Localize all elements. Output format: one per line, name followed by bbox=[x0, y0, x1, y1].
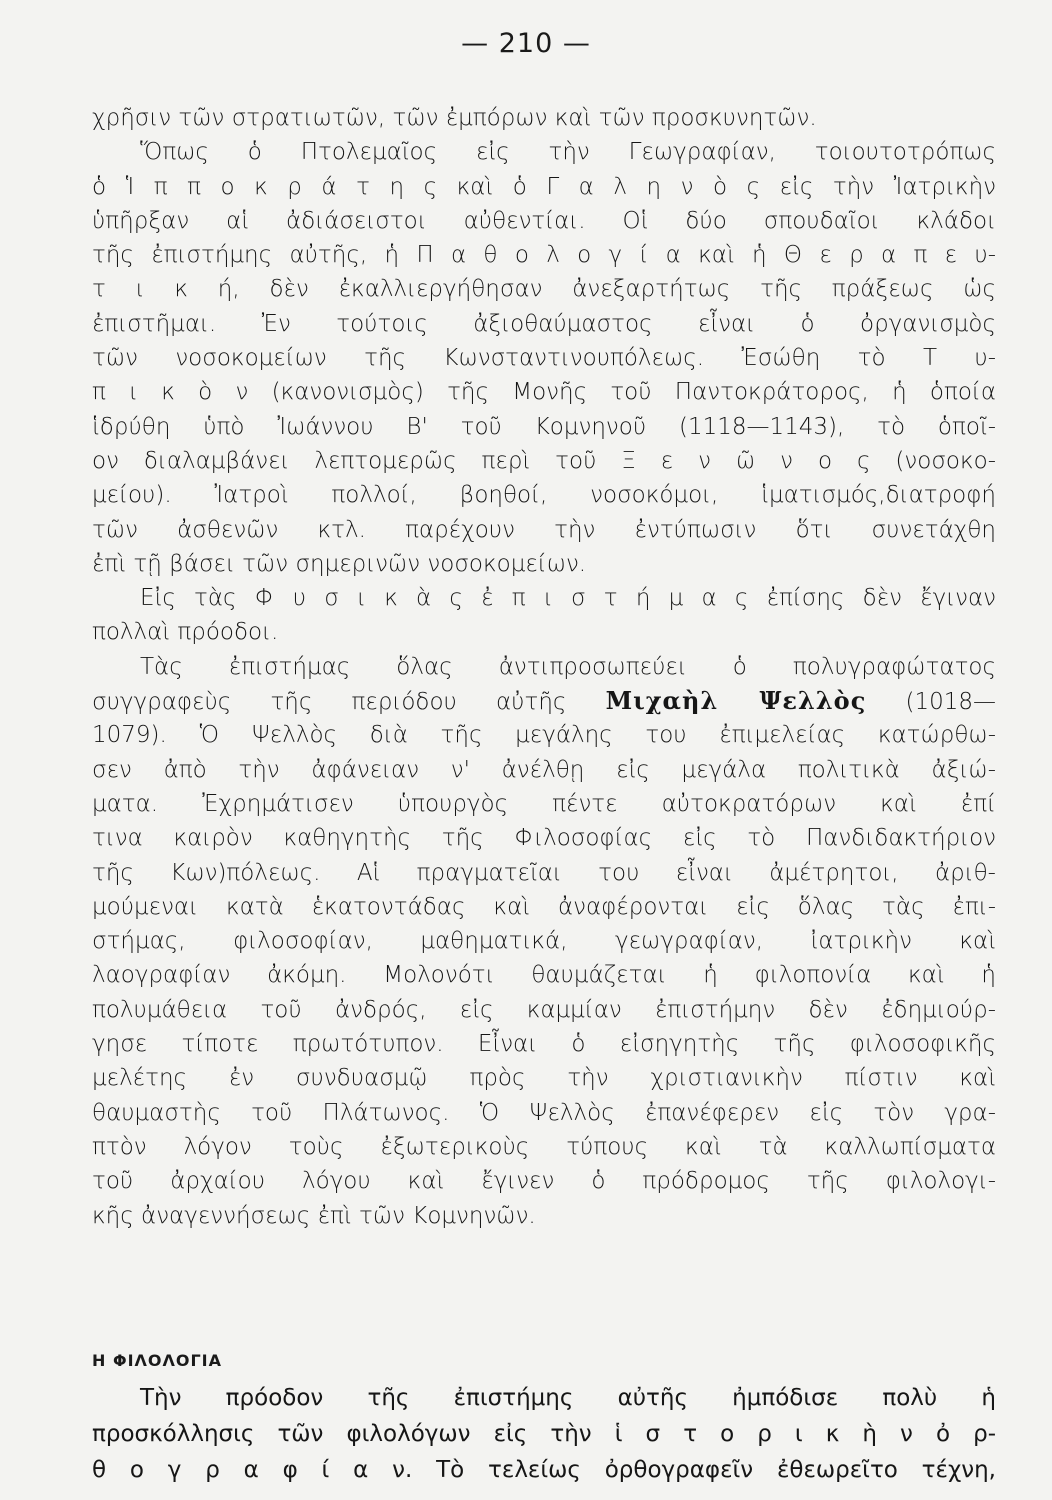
text-line: προσκόλλησις τῶν φιλολόγων εἰς τὴν ἱ σ τ ο ρ ι κ ὴ ν ὀ ρ- bbox=[92, 1421, 996, 1447]
text-line: 1079). Ὁ Ψελλὸς διὰ τῆς μεγάλης του ἐπιμελείας κατώρθω- bbox=[92, 722, 996, 749]
text-line: πτὸν λόγον τοὺς ἐξωτερικοὺς τύπους καὶ τὰ καλλωπίσματα bbox=[92, 1133, 996, 1160]
text-line: τῆς Κων)πόλεως. Αἱ πραγματεῖαι του εἶναι ἀμέτρητοι, ἀριθ- bbox=[92, 859, 996, 886]
text-line: ἱδρύθη ὑπὸ Ἰωάννου Β' τοῦ Κομνηνοῦ (1118—1143), τὸ ὁποῖ- bbox=[92, 413, 996, 440]
text-fragment: συγγραφεὺς τῆς περιόδου αὐτῆς bbox=[92, 689, 567, 716]
text-line: μείου). Ἰατροὶ πολλοί, βοηθοί, νοσοκόμοι, ἱματισμός,διατροφή bbox=[92, 482, 996, 509]
text-line: μελέτης ἐν συνδυασμῷ πρὸς τὴν χριστιανικὴν πίστιν καὶ bbox=[92, 1065, 996, 1092]
text-line: Τὰς ἐπιστήμας ὅλας ἀντιπροσωπεύει ὁ πολυγραφώτατος bbox=[140, 653, 996, 680]
text-line-with-name bbox=[92, 684, 996, 718]
text-line: πολλαὶ πρόοδοι. bbox=[92, 619, 279, 646]
text-line: ἐπιστῆμαι. Ἐν τούτοις ἀξιοθαύμαστος εἶναι ὁ ὀργανισμὸς bbox=[92, 310, 996, 337]
section-heading: Η ΦΙΛΟΛΟΓΙΑ bbox=[92, 1351, 223, 1370]
text-line: πολυμάθεια τοῦ ἀνδρός, εἰς καμμίαν ἐπιστήμην δὲν ἐδημιούρ- bbox=[92, 996, 996, 1023]
text-line: ον διαλαμβάνει λεπτομερῶς περὶ τοῦ Ξ ε ν ῶ ν ο ς (νοσοκο- bbox=[92, 447, 996, 474]
text-line: γησε τίποτε πρωτότυπον. Εἶναι ὁ εἰσηγητὴς τῆς φιλοσοφικῆς bbox=[92, 1031, 996, 1058]
section-text bbox=[92, 1380, 996, 1488]
text-line: μούμεναι κατὰ ἑκατοντάδας καὶ ἀναφέρονται εἰς ὅλας τὰς ἐπι- bbox=[92, 893, 996, 920]
page-number: — 210 — bbox=[461, 28, 591, 59]
text-line: τοῦ ἀρχαίου λόγου καὶ ἔγινεν ὁ πρόδρομος τῆς φιλολογι- bbox=[92, 1168, 996, 1195]
text-line: λαογραφίαν ἀκόμη. Μολονότι θαυμάζεται ἡ φιλοπονία καὶ ἡ bbox=[92, 962, 996, 989]
text-line: π ι κ ὸ ν (κανονισμὸς) τῆς Μονῆς τοῦ Παντοκράτορος, ἡ ὁποία bbox=[92, 379, 996, 406]
text-line: θ ο γ ρ α φ ί α ν. Τὸ τελείως ὀρθογραφεῖν ἐθεωρεῖτο τέχνη, bbox=[92, 1457, 996, 1483]
text-line: κῆς ἀναγεννήσεως ἐπὶ τῶν Κομνηνῶν. bbox=[92, 1202, 536, 1229]
author-name: Μιχαὴλ Ψελλὸς bbox=[605, 686, 867, 716]
text-line: ἐπὶ τῇ βάσει τῶν σημερινῶν νοσοκομείων. bbox=[92, 550, 587, 577]
text-line: τ ι κ ή, δὲν ἐκαλλιεργήθησαν ἀνεξαρτήτως τῆς πράξεως ὡς bbox=[92, 276, 996, 303]
text-line: τῆς ἐπιστήμης αὐτῆς, ἡ Π α θ ο λ ο γ ί α καὶ ἡ Θ ε ρ α π ε υ- bbox=[92, 242, 996, 269]
text-line: ὑπῆρξαν αἱ ἀδιάσειστοι αὐθεντίαι. Οἱ δύο σπουδαῖοι κλάδοι bbox=[92, 207, 996, 234]
text-line: τινα καιρὸν καθηγητὴς τῆς Φιλοσοφίας εἰς τὸ Πανδιδακτήριον bbox=[92, 825, 996, 852]
text-line: Ὅπως ὁ Πτολεμαῖος εἰς τὴν Γεωγραφίαν, τοιουτοτρόπως bbox=[140, 139, 996, 166]
text-line: τῶν ἀσθενῶν κτλ. παρέχουν τὴν ἐντύπωσιν ὅτι συνετάχθη bbox=[92, 516, 996, 543]
text-line: χρῆσιν τῶν στρατιωτῶν, τῶν ἐμπόρων καὶ τῶν προσκυνητῶν. bbox=[92, 105, 817, 131]
text-line: τῶν νοσοκομείων τῆς Κωνσταντινουπόλεως. Ἐσώθη τὸ Τ υ- bbox=[92, 345, 996, 372]
text-line: Τὴν πρόοδον τῆς ἐπιστήμης αὐτῆς ἠμπόδισε πολὺ ἡ bbox=[140, 1385, 996, 1411]
text-fragment: (1018— bbox=[905, 689, 996, 716]
text-line: Εἰς τὰς Φ υ σ ι κ ὰ ς ἐ π ι σ τ ή μ α ς ἐπίσης δὲν ἔγιναν bbox=[140, 585, 996, 612]
main-text bbox=[92, 101, 996, 1233]
text-line: σεν ἀπὸ τὴν ἀφάνειαν ν' ἀνέλθῃ εἰς μεγάλα πολιτικὰ ἀξιώ- bbox=[92, 756, 996, 783]
text-line: στήμας, φιλοσοφίαν, μαθηματικά, γεωγραφίαν, ἰατρικὴν καὶ bbox=[92, 928, 996, 955]
text-line: ὁ Ἱ π π ο κ ρ ά τ η ς καὶ ὁ Γ α λ η ν ὸ ς εἰς τὴν Ἰατρικὴν bbox=[92, 173, 996, 200]
text-line: ματα. Ἐχρημάτισεν ὑπουργὸς πέντε αὐτοκρατόρων καὶ ἐπί bbox=[92, 790, 996, 817]
text-line: θαυμαστὴς τοῦ Πλάτωνος. Ὁ Ψελλὸς ἐπανέφερεν εἰς τὸν γρα- bbox=[92, 1099, 996, 1126]
